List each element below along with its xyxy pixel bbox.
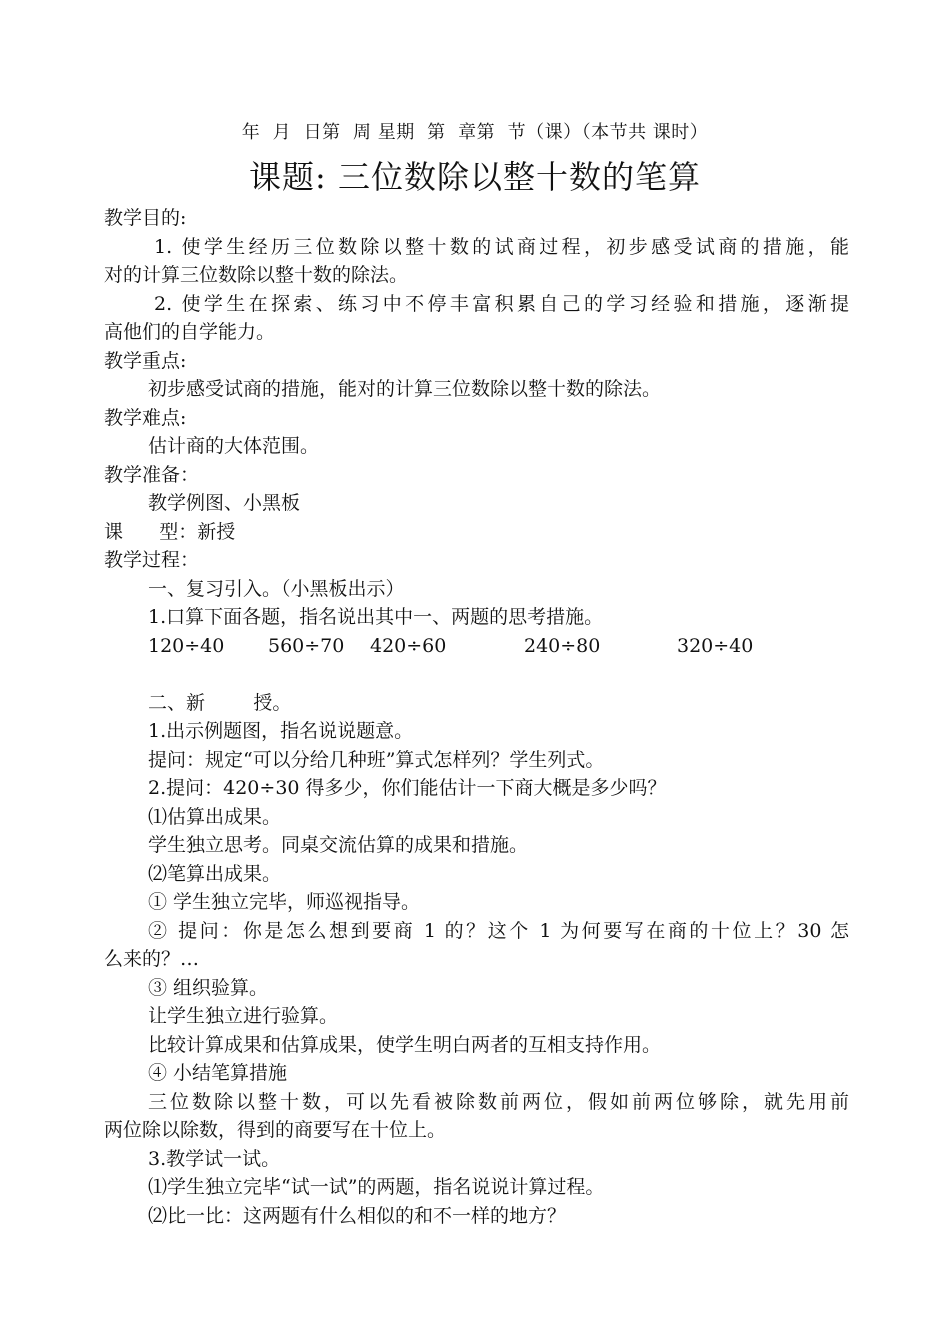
step-2-line-1: ② 提问：你是怎么想到要商 1 的？这个 1 为何要写在商的十位上？30 怎 bbox=[148, 919, 849, 942]
step-3: ③ 组织验算。 bbox=[148, 976, 269, 999]
section-2-item-3: 3.教学试一试。 bbox=[148, 1147, 281, 1170]
key-points-text: 初步感受试商的措施，能对的计算三位数除以整十数的除法。 bbox=[148, 378, 662, 400]
try-step-1: ⑴学生独立完毕“试一试”的两题，指名说说计算过程。 bbox=[148, 1176, 605, 1198]
calculation-item: 560÷70 bbox=[268, 634, 345, 657]
calculation-item: 240÷80 bbox=[524, 634, 601, 657]
date-schedule-line: 年 月 日第 周 星期 第 章第 节（课）（本节共 课时） bbox=[241, 122, 709, 143]
difficulties-text: 估计商的大体范围。 bbox=[148, 435, 320, 457]
step-4: ④ 小结笔算措施 bbox=[148, 1062, 288, 1084]
blank-line bbox=[104, 660, 849, 689]
lesson-type-row bbox=[104, 518, 849, 547]
lesson-content bbox=[104, 204, 849, 1230]
written-calc-step: ⑵笔算出成果。 bbox=[148, 862, 282, 885]
objective-2-line-1: 2. 使学生在探索、练习中不停丰富积累自己的学习经验和措施，逐渐提 bbox=[154, 292, 849, 315]
calculation-item: 420÷60 bbox=[370, 634, 447, 657]
difficulties-label: 教学难点: bbox=[104, 406, 187, 429]
process-label: 教学过程： bbox=[104, 549, 200, 571]
try-step-2: ⑵比一比：这两题有什么相似的和不一样的地方？ bbox=[148, 1204, 567, 1227]
section-1-title: 一、复习引入。（小黑板出示） bbox=[148, 577, 405, 600]
preparation-label: 教学准备： bbox=[104, 463, 200, 486]
objective-1-line-1: 1. 使学生经历三位数除以整十数的试商过程，初步感受试商的措施，能 bbox=[154, 235, 849, 258]
section-2-item-1: 1.出示例题图，指名说说题意。 bbox=[148, 720, 414, 742]
objective-1-line-2: 对的计算三位数除以整十数的除法。 bbox=[104, 264, 409, 286]
step-3-description-2: 比较计算成果和估算成果，使学生明白两者的互相支持作用。 bbox=[148, 1033, 662, 1056]
lesson-title: 课题: 三位数除以整十数的笔算 bbox=[249, 158, 701, 196]
lesson-type-value: 新授 bbox=[197, 520, 236, 543]
calculation-item: 120÷40 bbox=[148, 634, 225, 657]
calculation-row bbox=[104, 632, 849, 661]
estimate-step: ⑴估算出成果。 bbox=[148, 805, 282, 828]
section-2-item-2: 2.提问：420÷30 得多少，你们能估计一下商大概是多少吗？ bbox=[148, 777, 667, 799]
section-2-question-1: 提问：规定“可以分给几种班”算式怎样列？学生列式。 bbox=[148, 748, 605, 771]
key-points-label: 教学重点: bbox=[104, 349, 187, 372]
summary-line-2: 两位除以除数，得到的商要写在十位上。 bbox=[104, 1119, 447, 1141]
summary-line-1: 三位数除以整十数，可以先看被除数前两位，假如前两位够除，就先用前 bbox=[148, 1090, 849, 1113]
preparation-text: 教学例图、小黑板 bbox=[148, 492, 301, 514]
step-2-line-2: 么来的？… bbox=[104, 948, 200, 970]
calculation-item: 320÷40 bbox=[677, 634, 754, 657]
section-2-title: 二、新 授。 bbox=[148, 691, 292, 714]
estimate-description: 学生独立思考。同桌交流估算的成果和措施。 bbox=[148, 834, 529, 856]
lesson-type-label: 课 型： bbox=[104, 520, 198, 543]
objectives-label: 教学目的: bbox=[104, 207, 187, 229]
objective-2-line-2: 高他们的自学能力。 bbox=[104, 321, 276, 343]
step-3-description-1: 让学生独立进行验算。 bbox=[148, 1005, 339, 1027]
step-1: ① 学生独立完毕，师巡视指导。 bbox=[148, 891, 421, 913]
section-1-item-1: 1.口算下面各题，指名说出其中一、两题的思考措施。 bbox=[148, 606, 604, 628]
